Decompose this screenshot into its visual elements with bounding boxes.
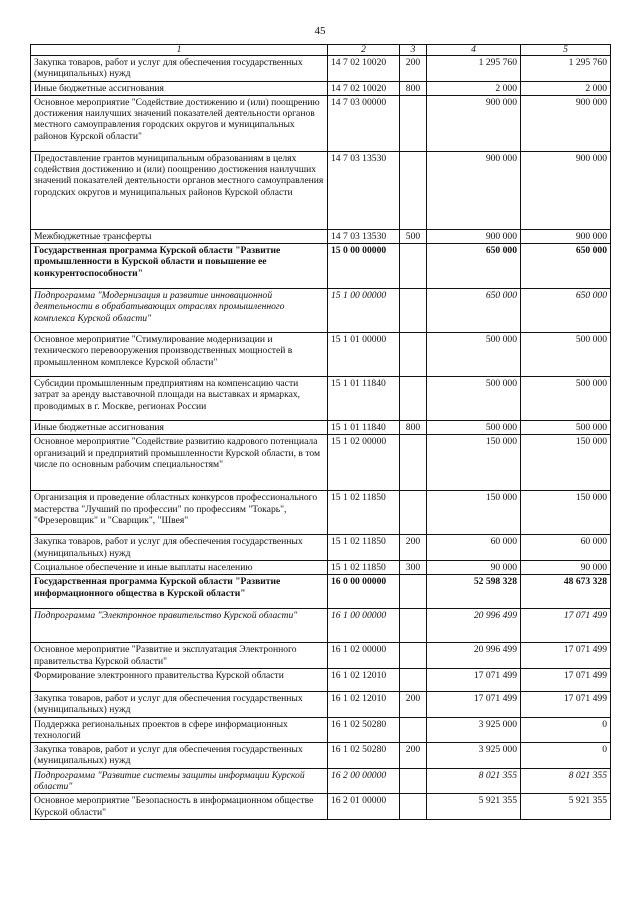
table-row: [31, 691, 611, 717]
amount-1-cell: 500 000: [427, 421, 521, 435]
table-row: [31, 421, 611, 435]
amount-2-cell: 60 000: [521, 535, 611, 561]
expense-type-cell: 800: [400, 81, 427, 95]
table-row: [31, 575, 611, 609]
amount-1-cell: 60 000: [427, 535, 521, 561]
row-name-cell: Субсидии промышленным предприятиям на компенсацию части затрат за аренду выставочной площади на выставках и ярмарках, проводимых в г. Москве, регионах России: [31, 377, 328, 421]
amount-2-cell: 8 021 355: [521, 768, 611, 794]
table-row: [31, 643, 611, 669]
target-code-cell: 14 7 02 10020: [328, 56, 400, 82]
amount-2-cell: 48 673 328: [521, 575, 611, 609]
amount-2-cell: 1 295 760: [521, 56, 611, 82]
expense-type-cell: 200: [400, 535, 427, 561]
target-code-cell: 16 1 02 12010: [328, 691, 400, 717]
expense-type-cell: [400, 768, 427, 794]
amount-1-cell: 90 000: [427, 561, 521, 575]
table-row: [31, 244, 611, 289]
target-code-cell: 15 1 02 11850: [328, 535, 400, 561]
amount-1-cell: 3 925 000: [427, 717, 521, 743]
table-row: [31, 794, 611, 820]
amount-1-cell: 8 021 355: [427, 768, 521, 794]
target-code-cell: 15 1 01 11840: [328, 377, 400, 421]
row-name-cell: Основное мероприятие "Безопасность в информационном обществе Курской области": [31, 794, 328, 820]
expense-type-cell: 800: [400, 421, 427, 435]
expense-type-cell: 200: [400, 56, 427, 82]
target-code-cell: 15 0 00 00000: [328, 244, 400, 289]
table-row: [31, 535, 611, 561]
table-body: [31, 56, 611, 820]
amount-1-cell: 150 000: [427, 491, 521, 535]
row-name-cell: Формирование электронного правительства Курской области: [31, 668, 328, 691]
table-row: [31, 435, 611, 491]
target-code-cell: 14 7 03 00000: [328, 95, 400, 151]
header-row: [31, 45, 611, 56]
header-col-3: 3: [400, 45, 427, 56]
target-code-cell: 16 1 02 50280: [328, 717, 400, 743]
amount-2-cell: 900 000: [521, 151, 611, 229]
amount-1-cell: 500 000: [427, 333, 521, 377]
amount-2-cell: 17 071 499: [521, 691, 611, 717]
amount-1-cell: 52 598 328: [427, 575, 521, 609]
row-name-cell: Основное мероприятие "Стимулирование модернизации и технического перевооружения производственных мощностей в промышленном комплексе Курской области": [31, 333, 328, 377]
table-row: [31, 743, 611, 769]
amount-2-cell: 5 921 355: [521, 794, 611, 820]
row-name-cell: Подпрограмма "Электронное правительство Курской области": [31, 609, 328, 643]
amount-2-cell: 900 000: [521, 229, 611, 243]
table-row: [31, 717, 611, 743]
table-row: [31, 151, 611, 229]
target-code-cell: 15 1 02 11850: [328, 491, 400, 535]
amount-2-cell: 500 000: [521, 421, 611, 435]
amount-2-cell: 17 071 499: [521, 609, 611, 643]
amount-1-cell: 650 000: [427, 289, 521, 333]
row-name-cell: Межбюджетные трансферты: [31, 229, 328, 243]
expense-type-cell: [400, 333, 427, 377]
expense-type-cell: [400, 717, 427, 743]
target-code-cell: 15 1 00 00000: [328, 289, 400, 333]
expense-type-cell: [400, 377, 427, 421]
amount-1-cell: 500 000: [427, 377, 521, 421]
table-row: [31, 668, 611, 691]
header-col-2: 2: [328, 45, 400, 56]
target-code-cell: 14 7 02 10020: [328, 81, 400, 95]
header-col-1: 1: [31, 45, 328, 56]
table-row: [31, 561, 611, 575]
header-col-5: 5: [521, 45, 611, 56]
target-code-cell: 15 1 02 11850: [328, 561, 400, 575]
amount-1-cell: 20 996 499: [427, 609, 521, 643]
row-name-cell: Закупка товаров, работ и услуг для обеспечения государственных (муниципальных) нужд: [31, 743, 328, 769]
target-code-cell: 16 2 01 00000: [328, 794, 400, 820]
amount-2-cell: 500 000: [521, 377, 611, 421]
table-row: [31, 81, 611, 95]
row-name-cell: Подпрограмма "Модернизация и развитие инновационной деятельности в обрабатывающих отраслях промышленного комплекса Курской области": [31, 289, 328, 333]
amount-1-cell: 17 071 499: [427, 691, 521, 717]
amount-1-cell: 900 000: [427, 151, 521, 229]
row-name-cell: Социальное обеспечение и иные выплаты населению: [31, 561, 328, 575]
header-col-4: 4: [427, 45, 521, 56]
target-code-cell: 15 1 02 00000: [328, 435, 400, 491]
row-name-cell: Основное мероприятие "Содействие развитию кадрового потенциала организаций и предприятий промышленности Курской области, в том числе по основным рабочим специальностям": [31, 435, 328, 491]
table-row: [31, 377, 611, 421]
amount-1-cell: 900 000: [427, 95, 521, 151]
amount-2-cell: 900 000: [521, 95, 611, 151]
target-code-cell: 16 1 02 12010: [328, 668, 400, 691]
expense-type-cell: [400, 244, 427, 289]
table-row: [31, 609, 611, 643]
amount-1-cell: 150 000: [427, 435, 521, 491]
expense-type-cell: 200: [400, 743, 427, 769]
expense-type-cell: [400, 575, 427, 609]
amount-2-cell: 650 000: [521, 289, 611, 333]
amount-2-cell: 650 000: [521, 244, 611, 289]
row-name-cell: Предоставление грантов муниципальным образованиям в целях содействия достижению и (или) поощрению достижения наилучших значений показателей деятельности органов местного самоуправления городских округов и муниципальных районов Курской области: [31, 151, 328, 229]
target-code-cell: 15 1 01 00000: [328, 333, 400, 377]
expense-type-cell: [400, 668, 427, 691]
target-code-cell: 16 2 00 00000: [328, 768, 400, 794]
target-code-cell: 15 1 01 11840: [328, 421, 400, 435]
row-name-cell: Иные бюджетные ассигнования: [31, 81, 328, 95]
table-row: [31, 333, 611, 377]
row-name-cell: Организация и проведение областных конкурсов профессионального мастерства "Лучший по профессии" по профессиям "Токарь", "Фрезеровщик" и "Сварщик", "Швея": [31, 491, 328, 535]
amount-2-cell: 2 000: [521, 81, 611, 95]
table-row: [31, 95, 611, 151]
budget-table: [30, 44, 611, 820]
table-row: [31, 768, 611, 794]
amount-1-cell: 1 295 760: [427, 56, 521, 82]
expense-type-cell: [400, 435, 427, 491]
expense-type-cell: 200: [400, 691, 427, 717]
amount-2-cell: 0: [521, 743, 611, 769]
row-name-cell: Закупка товаров, работ и услуг для обеспечения государственных (муниципальных) нужд: [31, 56, 328, 82]
amount-2-cell: 150 000: [521, 435, 611, 491]
row-name-cell: Закупка товаров, работ и услуг для обеспечения государственных (муниципальных) нужд: [31, 535, 328, 561]
row-name-cell: Иные бюджетные ассигнования: [31, 421, 328, 435]
amount-1-cell: 3 925 000: [427, 743, 521, 769]
amount-2-cell: 90 000: [521, 561, 611, 575]
expense-type-cell: [400, 643, 427, 669]
target-code-cell: 16 0 00 00000: [328, 575, 400, 609]
table-row: [31, 289, 611, 333]
row-name-cell: Подпрограмма "Развитие системы защиты информации Курской области": [31, 768, 328, 794]
amount-1-cell: 900 000: [427, 229, 521, 243]
row-name-cell: Закупка товаров, работ и услуг для обеспечения государственных (муниципальных) нужд: [31, 691, 328, 717]
expense-type-cell: [400, 289, 427, 333]
row-name-cell: Основное мероприятие "Развитие и эксплуатация Электронного правительства Курской области": [31, 643, 328, 669]
expense-type-cell: 500: [400, 229, 427, 243]
expense-type-cell: [400, 491, 427, 535]
page-number: 45: [314, 25, 326, 37]
expense-type-cell: [400, 609, 427, 643]
expense-type-cell: [400, 95, 427, 151]
table-row: [31, 491, 611, 535]
amount-2-cell: 500 000: [521, 333, 611, 377]
amount-2-cell: 17 071 499: [521, 643, 611, 669]
amount-1-cell: 5 921 355: [427, 794, 521, 820]
target-code-cell: 16 1 00 00000: [328, 609, 400, 643]
amount-1-cell: 20 996 499: [427, 643, 521, 669]
table-row: [31, 56, 611, 82]
target-code-cell: 16 1 02 00000: [328, 643, 400, 669]
expense-type-cell: 300: [400, 561, 427, 575]
amount-1-cell: 17 071 499: [427, 668, 521, 691]
table-row: [31, 229, 611, 243]
target-code-cell: 14 7 03 13530: [328, 151, 400, 229]
row-name-cell: Государственная программа Курской области "Развитие информационного общества в Курской области": [31, 575, 328, 609]
target-code-cell: 16 1 02 50280: [328, 743, 400, 769]
expense-type-cell: [400, 794, 427, 820]
amount-1-cell: 650 000: [427, 244, 521, 289]
row-name-cell: Поддержка региональных проектов в сфере информационных технологий: [31, 717, 328, 743]
amount-2-cell: 0: [521, 717, 611, 743]
amount-2-cell: 17 071 499: [521, 668, 611, 691]
expense-type-cell: [400, 151, 427, 229]
amount-1-cell: 2 000: [427, 81, 521, 95]
row-name-cell: Государственная программа Курской области "Развитие промышленности в Курской области и повышение ее конкурентоспособности": [31, 244, 328, 289]
target-code-cell: 14 7 03 13530: [328, 229, 400, 243]
row-name-cell: Основное мероприятие "Содействие достижению и (или) поощрению достижения наилучших значений показателей деятельности органов местного самоуправления городских округов и муниципальных районов Курской области": [31, 95, 328, 151]
amount-2-cell: 150 000: [521, 491, 611, 535]
